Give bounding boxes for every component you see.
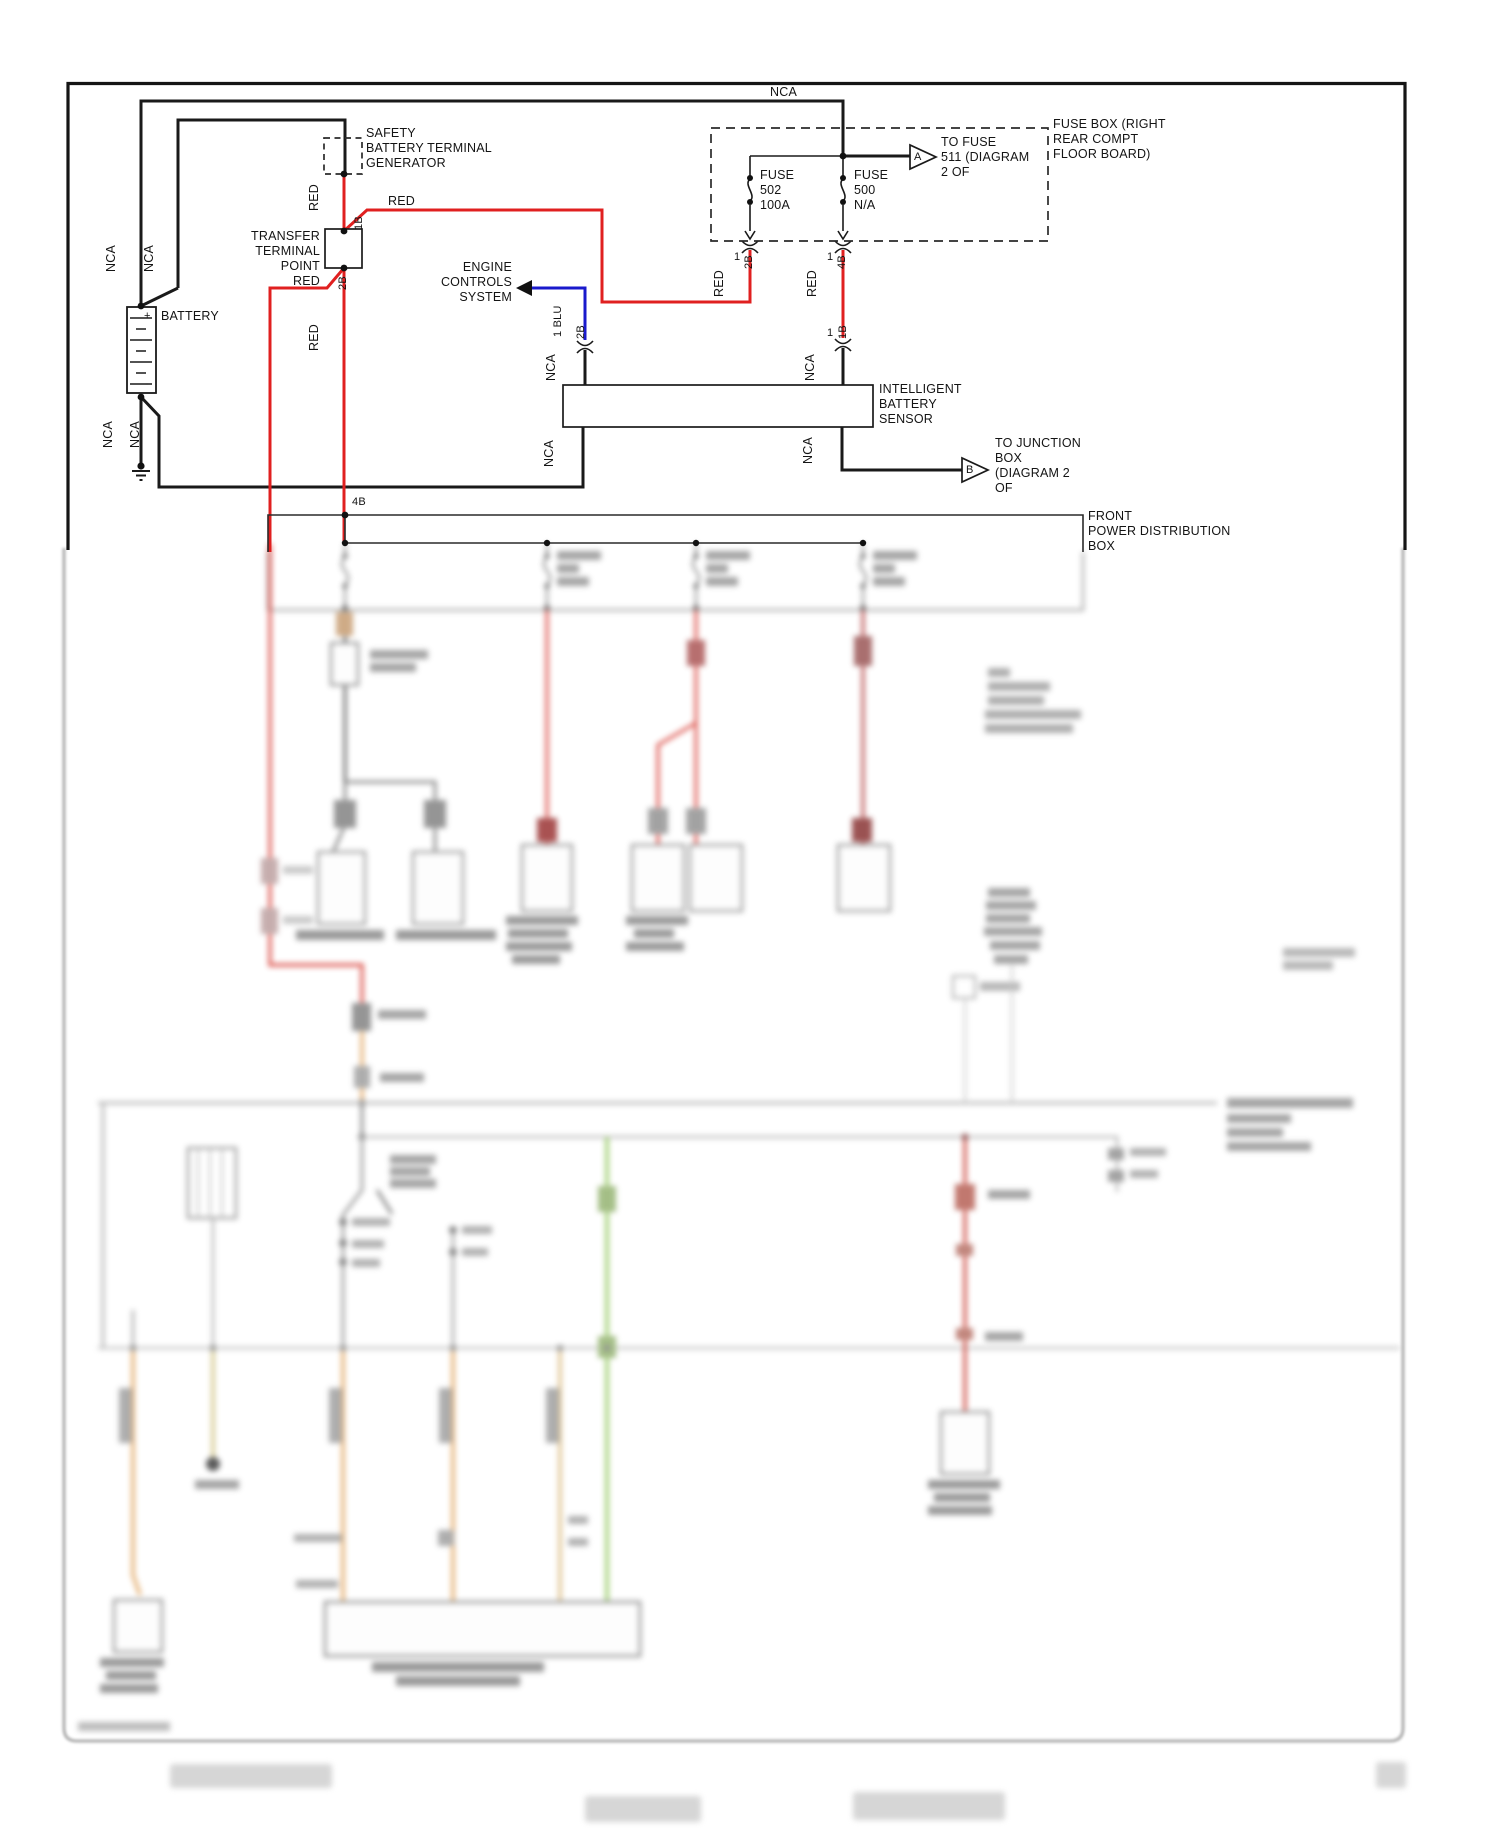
pin-2b-label: 2B xyxy=(337,276,349,290)
sensor-label: INTELLIGENT BATTERY SENSOR xyxy=(879,382,962,426)
ref-a-letter: A xyxy=(914,151,922,163)
safety-terminal-outline xyxy=(324,138,362,174)
pin-4b-label: 4B xyxy=(836,255,848,269)
intelligent-battery-sensor-box xyxy=(563,385,873,427)
pdb-label: FRONT POWER DISTRIBUTION BOX xyxy=(1088,509,1231,553)
red-wire-label: RED xyxy=(388,194,415,208)
nca-label: NCA xyxy=(104,245,118,272)
pin-1-label: 1 xyxy=(827,327,834,339)
ref-b-label: TO JUNCTION BOX (DIAGRAM 2 OF xyxy=(995,436,1081,495)
battery-label: BATTERY xyxy=(161,309,219,323)
splice-4b-label: 4B xyxy=(352,496,366,508)
transfer-terminal-box xyxy=(325,229,362,268)
red-wire-label: RED xyxy=(805,270,819,297)
engine-controls-label: ENGINE CONTROLS SYSTEM xyxy=(440,260,512,304)
ref-b-letter: B xyxy=(966,464,974,476)
fuse-502-label: FUSE 502 100A xyxy=(760,168,795,212)
pin-1-label: 1 xyxy=(827,251,834,263)
ref-a-label: TO FUSE 511 (DIAGRAM 2 OF xyxy=(941,135,1030,179)
safety-terminal-label: SAFETY BATTERY TERMINAL GENERATOR xyxy=(366,126,492,170)
pin-1-label: 1 xyxy=(734,251,741,263)
red-wire-label: RED xyxy=(307,324,321,351)
pin-1b-label: 1B xyxy=(837,325,849,339)
nca-label: NCA xyxy=(542,440,556,467)
nca-label: NCA xyxy=(801,437,815,464)
sharp-diagram xyxy=(68,84,1405,553)
nca-label: NCA xyxy=(101,421,115,448)
pin-1b-label: 1B xyxy=(353,216,365,230)
blurred-diagram-region xyxy=(78,543,1406,1822)
red-wire-label: RED xyxy=(712,270,726,297)
nca-label: NCA xyxy=(142,245,156,272)
transfer-terminal-label: TRANSFER TERMINAL POINT RED xyxy=(251,229,320,288)
pin-2b-label: 2B xyxy=(575,325,587,339)
engine-controls-arrow-icon xyxy=(516,280,532,296)
pdb-outline xyxy=(268,515,1083,552)
red-wire-label: RED xyxy=(307,184,321,211)
battery-symbol xyxy=(127,307,156,393)
fuse-box-title: FUSE BOX (RIGHT REAR COMPT FLOOR BOARD) xyxy=(1053,117,1166,161)
nca-label: NCA xyxy=(544,354,558,381)
nca-label: NCA xyxy=(803,354,817,381)
fuse-500-label: FUSE 500 N/A xyxy=(854,168,889,212)
ground-icon xyxy=(132,471,150,480)
inline-connector-icons xyxy=(577,241,851,353)
blu-wire-label: 1 BLU xyxy=(552,305,564,337)
nca-label: NCA xyxy=(128,421,142,448)
preview-panel-border xyxy=(64,548,1403,1741)
pin-2b-label: 2B xyxy=(743,255,755,269)
battery-minus: - xyxy=(145,378,149,390)
battery-plus: + xyxy=(144,310,151,322)
nca-top-label: NCA xyxy=(770,85,797,99)
